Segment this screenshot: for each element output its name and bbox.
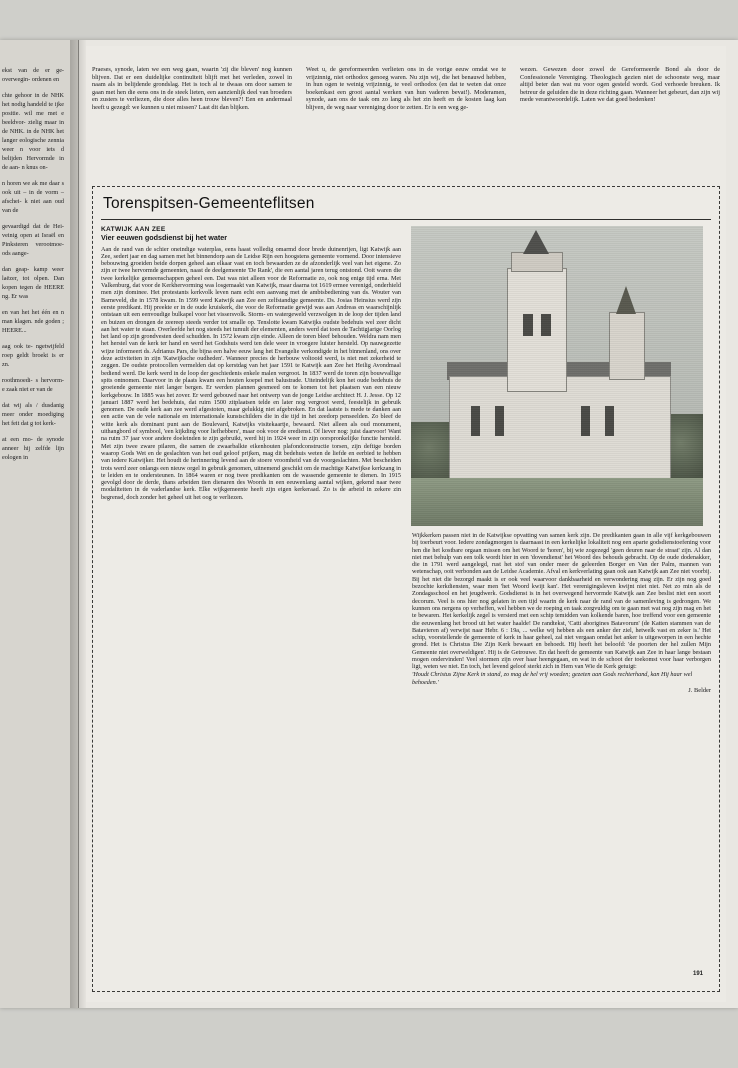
- book-gutter-shadow: [70, 40, 86, 1008]
- feature-kicker: KATWIJK AAN ZEE: [101, 226, 166, 233]
- feature-byline: J. Belder: [688, 687, 711, 695]
- margin-fragment: n horen we ak me daar s ook uit – in de vorm – afschei- k niet aan oud van de: [2, 180, 64, 214]
- feature-body-column-1: Aan de rand van de schier oneindige waterplas, eens haast volledig omarmd door brede duinenrijen, ligt Katwijk aan Zee, sedert jaar en dag samen met het binnendorp aan de Leidse Rijn een hoogstens gemeente vormend. Door intensieve bebouwing groeiden beide dorpen geheel aan elkaar vast en toch bewaarden ze de afzonderlijk veel van het eigene. Zo zijn er twee hervormde gemeenten, naast de deelgemeente 'De Rank', die een aantal jaren terug ontstond. Ooit waren die twee kerkelijke gemeenschappen geheel een. Dat was niet alleen voor de Reformatie zo, ook nog enige tijd erna. Met Valkenburg, dat voor de Kerkhervorming was losgemaakt van Katwijk, maar daarna tot 1619 ermee verenigd, onderhield men zijn dominee. Het protestants kerkvolk leven nam echt een aanvang met de ambtsbediening van ds. Wouter van Barneveld, die in 1578 kwam. In 1599 werd Katwijk aan Zee een zelfstandige gemeente. Ds. Josias Heinsius werd zijn eerste predikant. Hij preekte er in de oude kruiskerk, die voor de Reformatie gewijd was aan Andreas en waarschijnlijk ontstaan uit een eenvoudige bulkapel voor het vissersvolk. Storm- en watergeweld verzwolgen in de loop der tijden land en buizen en drongen de zeereep steeds verder tot smalle op. Tenslotte kwam Katwijks oudste bedehuis wel zeer dicht aan het water te staan. Overleefde het nog steeds het tumult der elementen, anders werd dat toen de Tachtigjarige Oorlog het land op zijn grondvesten deed schudden. In 1572 kwam zijn einde. Alleen de toren bleef behouden. Weldra nam men het herstel van de kerk ter hand en werd het Godshuis werd ten dele weer in vroegere luister hersteld. Op nauwgezette wijze informeert ds. Adrianus Pars, die bijna een halve eeuw lang het Evangelie verkondigde in het binnenland, ons over deze activiteiten in zijn 'Katwijksche oudheden'. Wanneer precies de herbouw voltooid werd, is niet met zekerheid te zeggen. De oudste protocollen vermelden dat op kerstdag van het jaar 1591 te Katwijk aan Zee het Heilig Avondmaal bediend werd. De kerk werd in de loop der geschiedenis enkele malen vergroot. In 1837 werd de toren zijn bouwvallige spits ontnomen. Daarvoor in de plaats kwam een houten koepel met balustrade. Uiteindelijk kon het oude bedehuis de groeiende gemeente niet langer bergen. Er werden plannen gesmeed om te komen tot het plaatsen van een nieuw kerkgebouw. In 1885 was het zover. Er werd gebouwd naar het ontwerp van de jonge Leidse architect H. J. Jesse. Op 12 januari 1887 werd het bedehuis, dat ruim 1500 zitplaatsen telde en later nog vergroot werd, feestelijk in gebruik genomen. De oude kerk aan zee werd afgestoten, maar gelukkig niet afgebroken. En dat laatste is mede te danken aan een actie van de vele nationale en internationale kunstschilders die in die tijd in het zeedorp penseelden. Zo bleef de witte kerk als dominant punt aan de Boulevard, Katwijks visitekaartje, bewaard. Niet alleen als oud monument, uithangbord of symbool, 'een kijkding voor liefhebbers', maar ook voor de eredienst. Of liever nog: juist daarvoor! Want na ruim 37 jaar voor andere doeleinden te zijn gebruikt, werd hij in 1924 weer in zijn oorspronkelijke functie hersteld. Met zijn twee zware pilaren, die samen de zwaarbalkte eikenhouten plafondconstructie torsen, zijn deftige borden waarop Gods Wet en de geslachten van het oud geloof prijken, mag dit bedehuis weten de liefde en eerbied te hebben van iedere Katwijker. Het houdt de herinnering levend aan de stoere vroomheid van de voorgeslachten. Met bescheiden trots werd zeer onlangs een nieuw orgel in gebruik genomen, uitnemend geschikt om de machtige Katwijkse kerkzang in te leiden en te ondersteunen. In 1864 waren er nog twee predikanten om de wassende gemeente te dienen. In 1915 gevolgd door de derde, thans arbeiden tien dienaren des Woords in een eeuwenlang aantal wijken, gekend naar twee modaliteiten in de vaderlandse kerk. Elke wijkgemeente heeft zijn eigen kerkeraad. Zo is de arbeid in zekere zin begrensd, doch zonder het geheel uit het oog te verliezen.: [101, 245, 401, 501]
- margin-fragment: at een mo- de synode anneer hij zelfde lijn eologen in: [2, 436, 64, 461]
- margin-fragment: dat wij als / dusdanig meer onder moediging het feit dat g tot kerk-: [2, 402, 64, 427]
- left-margin-text-fragments: [2, 66, 64, 469]
- margin-fragment: ekst van de er ge- overwegin- ordenen en: [2, 67, 64, 83]
- margin-fragment: en van het het één en n man klagen. nde goden ; HEERE...: [2, 309, 64, 334]
- feature-bottom-section: [101, 532, 711, 695]
- margin-fragment: aag ook te- ngetwijfeld roep geldt broekt is er zn.: [2, 343, 64, 368]
- feature-body-column-1-continued: [101, 532, 400, 695]
- photo-halftone-grain: [411, 226, 703, 526]
- page-number: 191: [692, 971, 703, 977]
- oude-kerk-katwijk-aan-zee-photo: [411, 226, 703, 526]
- feature-body-column-2: Wijkkerken passen niet in de Katwijkse opvatting van samen kerk zijn. De predikanten gaan in alle vijf kerkgebouwen bij toerbeurt voor. Iedere zondagmorgen is daarnaast in een kerkelijke lokaliteit nog een aparte godsdienstoefening voor hen die het kostbare orgaan missen om het Woord te 'horen', bij wie zogezegd 'geen deuren naar de straat' zijn. Al dan niet met behulp van een tolk wordt hier in een 'dovendienst' het Woord des behouds gebracht. Op de oude dodenakker, die in 1791 werd aangelegd, rust het stof van onder meer de geleerden Borger en Van der Palm, mannen van wetenschap, ooit verbonden aan de Leidse Academie. Afval en kerkverlating gaan ook aan Katwijk aan Zee niet voorbij. Bij het niet die bezorgd maakt is er ook veel waarvoor dankbaarheid en verwondering mag zijn. Er zijn nog goed bezochte kerkdiensten, waar men 'het Woord kwijt kan'. Het verenigingsleven kwijnt niet niet. Net zo min als de Zondagsschool en het jeugdwerk. Godsdienst is in het overwegend hervormde Katwijk aan Zee beslist niet een soort decorum. Veel is ons hier nog gelaten in een tijd waarin de kerk naar de rand van de samenleving is gedrongen. We kunnen ons nergens op verheffen, wel hebben we de roeping en taak zorgvuldig om te gaan met wat nog zijn mag en het te bewaren. Het kerkelijk zegel is versierd met een schip temidden van kolkende baren, hoe treffend voor een gemeente die eeuwenlang het brood uit het water haalde! De randtekst, 'Catti aborigines Batavorum' (de Katten stammen van de Batavieren af) verwijst naar Hebr. 6 : 19a, ... welke wij hebben als een anker der ziel, hetwelk vast en zeker is.' Het schip, voorstellende de gemeente of kerk in haar geheel, zal niet vergaan omdat het anker is uitgeworpen in een hechte grond. Het is Christus Die Zijn Kerk bewaart en behoedt. Hij heeft het beloofd: 'de poorten der hel zullen Mijn Gemeente niet overweldigen'. Hij is de Getrouwe. En dat heeft de gemeente van Katwijk aan Zee in haar lange bestaan mogen ondervinden! Veel stormen zijn over haar heengegaan, en wat in de schoot der toekomst voor haar verborgen ligt, weten we niet. En toch, het levend geloof sterkt zich in Hem van Wie de Kerk getuigt:: [412, 532, 711, 671]
- feature-article-box: [92, 186, 720, 992]
- feature-title-rule: [101, 219, 711, 220]
- feature-right-column: [412, 532, 711, 695]
- feature-subhead: Vier eeuwen godsdienst bij het water: [101, 233, 228, 243]
- margin-fragment: chte gehoor in de NHK het nodig handeld te ijke positie. wil me met e beeldvor- zielig maar in de NHK. in de NHK het langer eologische zennia weer n voor iets d belijden Hervormde in de aan- n knus on-: [2, 92, 64, 171]
- margin-fragment: gevaardigd dat de Hei- veinig open at Israël en Pinksteren verootmoe- ods aange-: [2, 223, 64, 257]
- feature-top-section: [101, 226, 711, 526]
- margin-fragment: dan geap- kamp weer laëzer, tot olpen. Dan kopen tegen de HEERE ng. Er was: [2, 266, 64, 300]
- top-article: [92, 66, 720, 176]
- top-article-column-3: wezen. Gewezen door zowel de Gereformeerde Bond als door de Confessionele Vereniging. Theologisch gezien niet de schoonste weg, maar altijd beter dan wat nu voor ogen gesteld wordt. God verhoede breuken. Ik betreur de geluiden die in deze richting gaan. Wanneer het gebeurt, dan zijn wij mede verantwoordelijk. Laten we dat goed bedenken!: [520, 66, 720, 104]
- feature-title: Torenspitsen-Gemeenteflitsen: [103, 195, 315, 212]
- top-article-column-1: Praeses, synode, laten we een weg gaan, waarin 'zij die bleven' nog kunnen blijven. Dat er een duidelijke continuïteit blijft met het verleden, zowel in naam als in belijdende grondslag. Het is toch al te dwaas om door samen te gaan met hen die eens ons in de steek lieten, een aanzienlijk deel van broeders en zusters te verliezen, die door alles heen trouw bleven?! Een en andermaal heeft u gezegd: we kunnen u niet missen? Laat dit dan blijken.: [92, 66, 292, 111]
- feature-verse: 'Houdt Christus Zijne Kerk in stand, zo mag de hel vrij woeden; gezeten aan Gods rechterhand, kan Hij haar wel behoeden.': [412, 670, 693, 687]
- top-article-column-2: Weet u, de gereformeerden verlieten ons in de vorige eeuw omdat we te vrijzinnig, niet orthodox genoeg waren. Nu zijn wij, die het benauwd hebben, in hun ogen te weinig vrijzinnig, te veel orthodox (en dat te weten dat onze boekenkast een groot aantal werken van hun vaderen bevat!). Moderamen, synode, aan ons de taak om zo lang als het zin heeft en de kosten laag kan blijven, de weg naar vereniging door te zetten. Er is een weg ge-: [306, 66, 506, 111]
- feature-intro-column: [101, 226, 401, 526]
- margin-fragment: roothmoedi- s hervorm- e zaak niet er van de: [2, 377, 64, 393]
